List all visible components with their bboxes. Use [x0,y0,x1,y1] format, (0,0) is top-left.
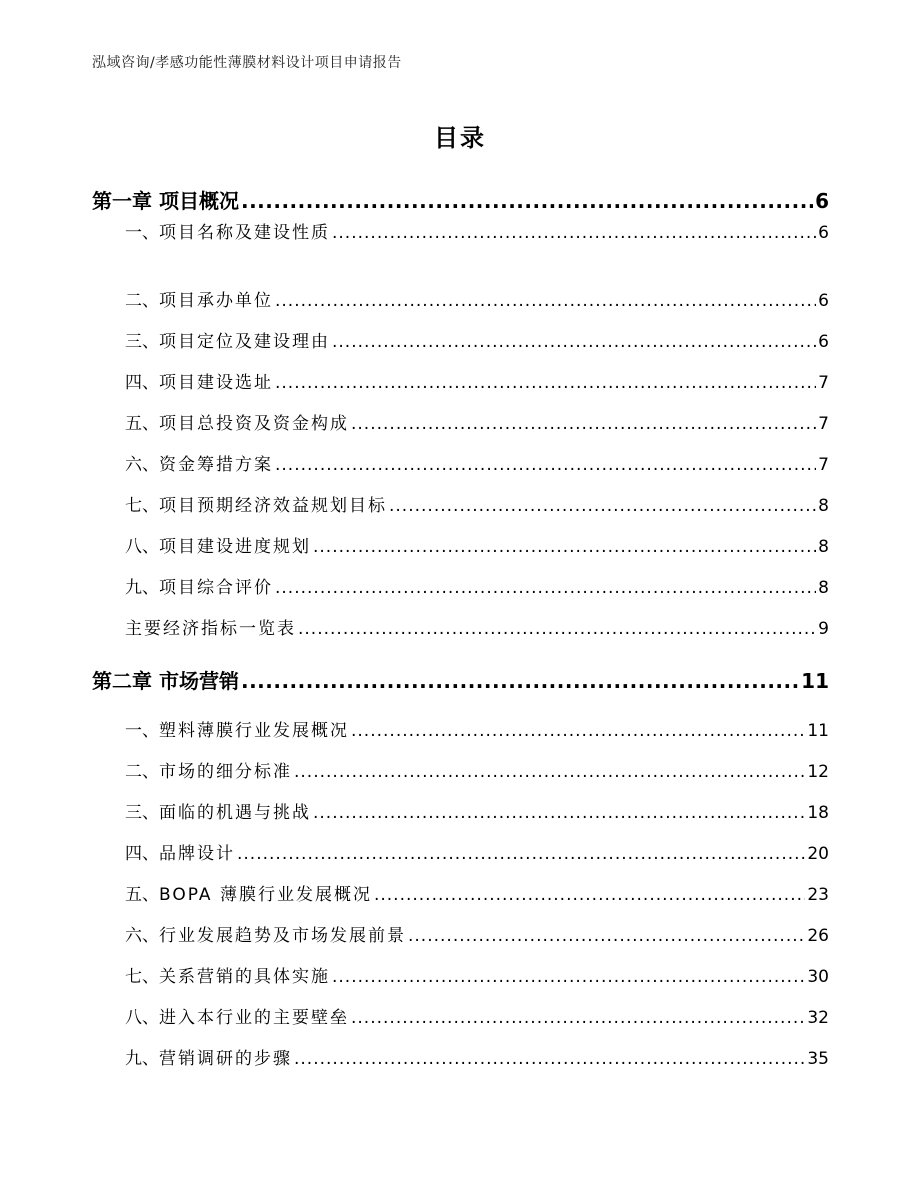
toc-entry-label: 进入本行业的主要壁垒 [159,1008,349,1028]
toc-entry-number: 二、 [125,291,159,311]
toc-entry-label: 项目总投资及资金构成 [159,414,349,434]
toc-entry[interactable] [125,450,829,474]
toc-page-number: 8 [818,537,829,557]
toc-page-number: 7 [818,455,829,475]
toc-entry-number: 四、 [125,373,159,393]
toc-page-number: 23 [807,885,829,905]
toc-entry-label: 项目预期经济效益规划目标 [159,496,387,516]
toc-entry-number: 二、 [125,762,159,782]
toc-entry[interactable] [125,573,829,597]
toc-entry-number: 四、 [125,844,159,864]
toc-entry-label: 主要经济指标一览表 [125,619,296,639]
toc-entry[interactable] [125,491,829,515]
toc-page-number: 6 [818,223,829,243]
toc-page-number: 7 [818,414,829,434]
toc-entry-number: 七、 [125,496,159,516]
toc-entry[interactable] [125,921,829,945]
toc-leader-dots [241,189,813,213]
toc-leader-dots [298,619,816,639]
toc-chapter-1[interactable] [92,185,829,213]
toc-leader-dots [294,1049,805,1069]
toc-page-number: 7 [818,373,829,393]
toc-page-number: 8 [818,496,829,516]
toc-entry-number: 六、 [125,455,159,475]
toc-leader-dots [275,373,816,393]
toc-leader-dots [332,223,816,243]
page-header: 泓域咨询/孝感功能性薄膜材料设计项目申请报告 [92,55,402,71]
toc-entry-label: 项目建设进度规划 [159,537,311,557]
toc-entry-label: 项目综合评价 [159,578,273,598]
toc-entry[interactable] [125,327,829,351]
toc-leader-dots [408,926,805,946]
toc-leader-dots [313,803,805,823]
toc-entry-label: 塑料薄膜行业发展概况 [159,721,349,741]
page-title: 目录 [434,124,486,152]
toc-page-number: 9 [818,619,829,639]
toc-entry[interactable] [125,757,829,781]
toc-page-number: 35 [807,1049,829,1069]
toc-entry[interactable] [125,218,829,242]
toc-page-number: 30 [807,967,829,987]
toc-chapter-2[interactable] [92,665,829,693]
toc-entry[interactable] [125,798,829,822]
toc-entry[interactable] [125,614,829,638]
toc-entry-label: 面临的机遇与挑战 [159,803,311,823]
toc-leader-dots [275,455,816,475]
toc-entry-number: 六、 [125,926,159,946]
toc-leader-dots [275,578,816,598]
toc-entry-number: 九、 [125,578,159,598]
toc-entry-label: 行业发展趋势及市场发展前景 [159,926,406,946]
toc-page-number: 12 [807,762,829,782]
toc-page-number: 11 [807,721,829,741]
toc-page-number: 11 [801,669,829,693]
toc-entry[interactable] [125,716,829,740]
toc-leader-dots [374,885,805,905]
toc-page-number: 32 [807,1008,829,1028]
toc-leader-dots [332,967,805,987]
toc-leader-dots [241,669,799,693]
toc-entry-label: 市场的细分标准 [159,762,292,782]
toc-page-number: 6 [818,332,829,352]
toc-entry-label: 项目名称及建设性质 [159,223,330,243]
toc-entry-label: 关系营销的具体实施 [159,967,330,987]
toc-entry-label: 项目承办单位 [159,291,273,311]
toc-entry[interactable] [125,368,829,392]
toc-page-number: 26 [807,926,829,946]
toc-entry-number: 七、 [125,967,159,987]
toc-leader-dots [351,721,805,741]
toc-page-number: 20 [807,844,829,864]
toc-leader-dots [332,332,816,352]
toc-leader-dots [313,537,816,557]
toc-leader-dots [237,844,805,864]
toc-entry-number: 八、 [125,1008,159,1028]
toc-entry-label: 资金筹措方案 [159,455,273,475]
toc-page-number: 18 [807,803,829,823]
toc-entry-number: 一、 [125,223,159,243]
toc-leader-dots [294,762,805,782]
toc-entry-label: 项目定位及建设理由 [159,332,330,352]
toc-entry[interactable] [125,409,829,433]
toc-chapter-label: 第一章 项目概况 [92,189,239,213]
toc-entry[interactable] [125,1044,829,1068]
toc-entry[interactable] [125,286,829,310]
toc-entry[interactable] [125,532,829,556]
toc-chapter-label: 第二章 市场营销 [92,669,239,693]
toc-leader-dots [351,414,816,434]
toc-entry[interactable] [125,880,829,904]
toc-entry[interactable] [125,1003,829,1027]
toc-entry[interactable] [125,962,829,986]
toc-entry[interactable] [125,839,829,863]
toc-entry-label: 营销调研的步骤 [159,1049,292,1069]
toc-leader-dots [389,496,816,516]
toc-entry-number: 九、 [125,1049,159,1069]
toc-leader-dots [351,1008,805,1028]
toc-entry-number: 三、 [125,803,159,823]
toc-entry-number: 五、 [125,414,159,434]
toc-entry-number: 五、 [125,885,159,905]
toc-entry-label: BOPA 薄膜行业发展概况 [159,885,372,905]
toc-entry-label: 品牌设计 [159,844,235,864]
toc-page-number: 6 [818,291,829,311]
toc-entry-number: 一、 [125,721,159,741]
toc-page-number: 8 [818,578,829,598]
toc-entry-number: 三、 [125,332,159,352]
toc-entry-number: 八、 [125,537,159,557]
toc-page-number: 6 [815,189,829,213]
toc-entry-label: 项目建设选址 [159,373,273,393]
toc-leader-dots [275,291,816,311]
